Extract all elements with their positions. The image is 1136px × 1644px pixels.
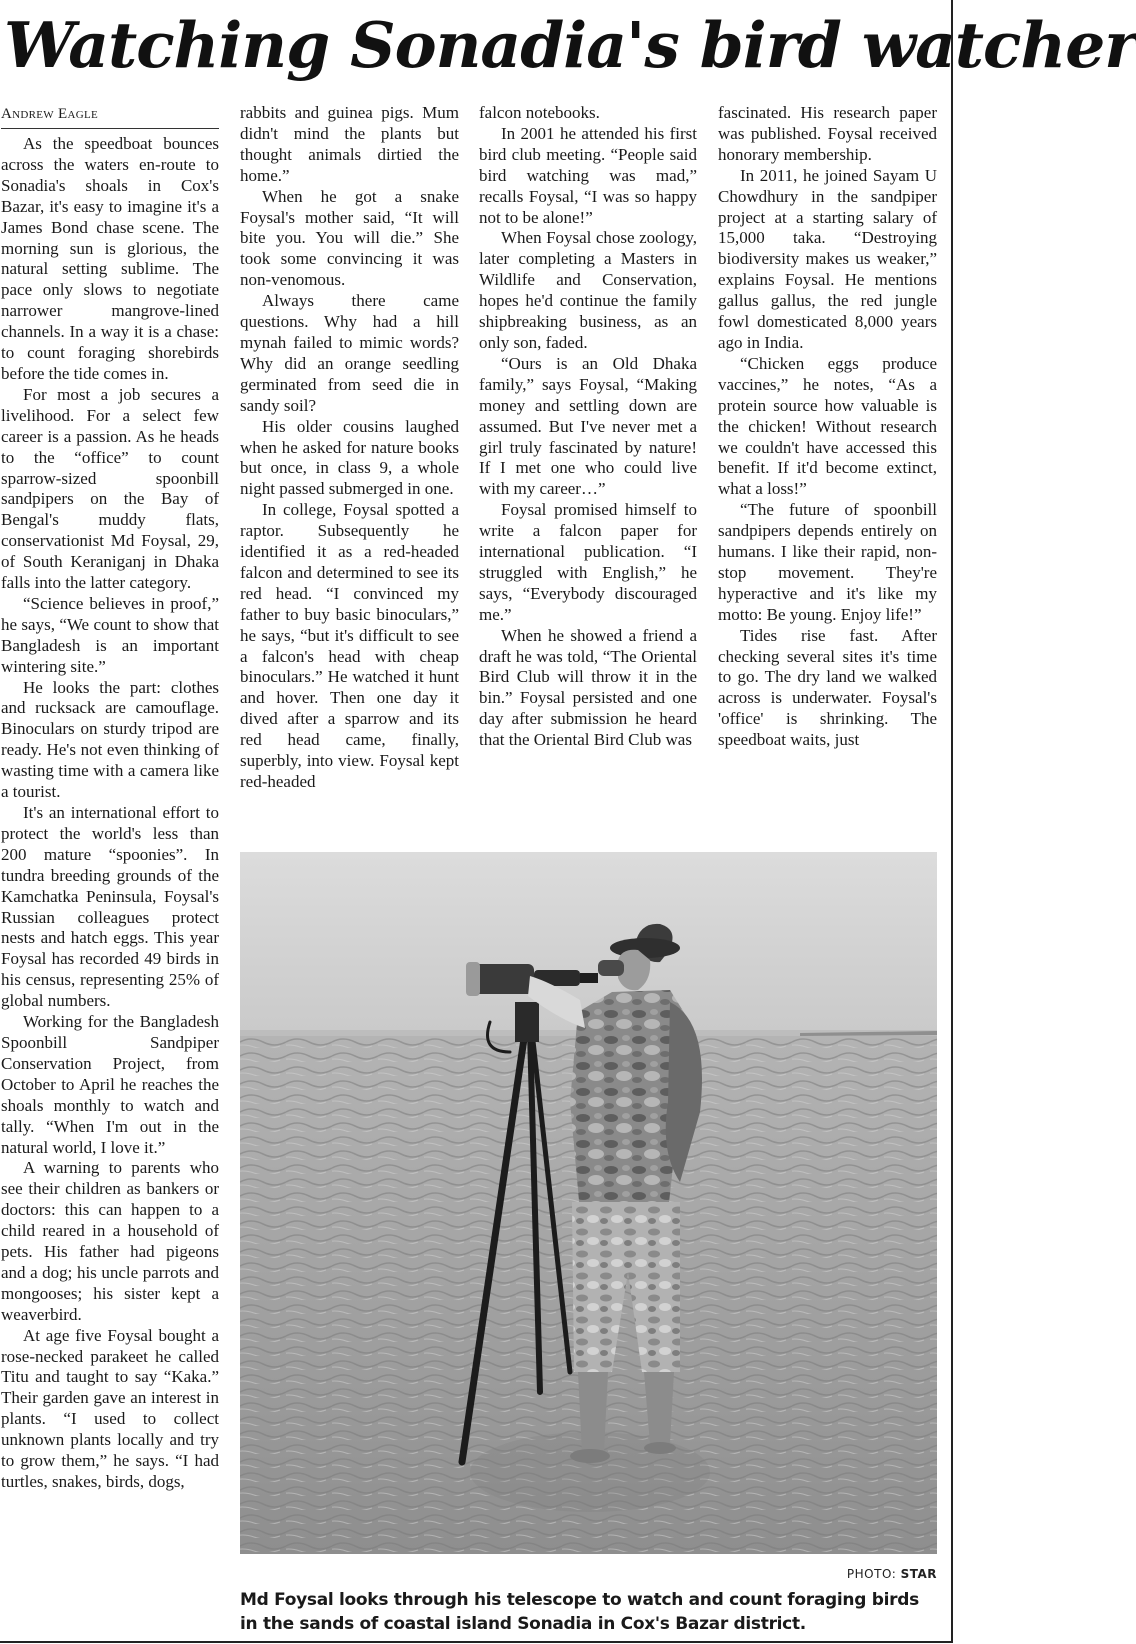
article-column-4: [718, 103, 937, 831]
paragraph: In 2011, he joined Sayam U Chowdhury in the sandpiper project at a starting salary of 15,000 taka. “Destroying biodiversity makes us weaker,” explains Foysal. He mentions gallus gallus, the red jungle fowl domesticated 8,000 years ago in India.: [718, 165, 937, 352]
paragraph-continued: rabbits and guinea pigs. Mum didn't mind the plants but thought animals dirtied the home.”: [240, 103, 459, 185]
paragraph: When he showed a friend a draft he was told, “The Oriental Bird Club will throw it in the bin.” Foysal persisted and one day after submission he heard that the Oriental Bird Club was: [479, 625, 697, 750]
paragraph: Working for the Bangladesh Spoonbill Sandpiper Conservation Project, from October to April he reaches the shoals monthly to watch and tally. “When I'm out in the natural world, I love it.”: [1, 1012, 219, 1157]
paragraph: It's an international effort to protect the world's less than 200 mature “spoonies”. In tundra breeding grounds of the Kamchatka Peninsula, Foysal's Russian colleagues protect nests and hatch eggs. This year Foysal has recorded 49 birds in his census, representing 25% of global numbers.: [1, 803, 219, 1011]
article-column-3: [479, 103, 697, 831]
paragraph: He looks the part: clothes and rucksack are camouflage. Binoculars on sturdy tripod are ready. He's not even thinking of wasting time with a camera like a tourist.: [1, 677, 219, 802]
byline: Andrew Eagle: [1, 103, 219, 129]
paragraph: Always there came questions. Why had a hill mynah failed to mimic words? Why did an orange seedling germinated from seed die in sandy soil?: [240, 291, 459, 415]
paragraph: At age five Foysal bought a rose-necked parakeet he called Titu and taught to say “Kaka.” Their garden gave an interest in plants. “I used to collect unknown plants locally and try to grow them,” he says. “I had turtles, snakes, birds, dogs,: [1, 1325, 219, 1491]
photo-caption: Md Foysal looks through his telescope to watch and count foraging birds in the sands of coastal island Sonadia in Cox's Bazar district.: [240, 1590, 919, 1634]
article-photo: [240, 852, 937, 1554]
photo-credit-source: STAR: [900, 1567, 937, 1581]
paragraph: As the speedboat bounces across the waters en-route to Sonadia's shoals in Cox's Bazar, it's easy to imagine it's a James Bond chase scene. The morning sun is glorious, the natural setting sublime. The pace only slows to negotiate narrower mangrove-lined channels. In a way it is a chase: to count foraging shorebirds before the tide comes in.: [1, 134, 219, 383]
photo-credit: [240, 1567, 937, 1581]
paragraph: His older cousins laughed when he asked for nature books but once, in class 9, a whole night passed submerged in one.: [240, 416, 459, 499]
paragraph: When he got a snake Foysal's mother said, “It will bite you. You will die.” She took some convincing it was non-venomous.: [240, 186, 459, 290]
paragraph: Foysal promised himself to write a falcon paper for international publication. “I struggled with English,” he says, “Everybody discouraged me.”: [479, 500, 697, 624]
paragraph: A warning to parents who see their children as bankers or doctors: this can happen to a child reared in a household of pets. His father had pigeons and a dog; his uncle parrots and mongooses; his sister kept a weaverbird.: [1, 1158, 219, 1324]
paragraph: “Chicken eggs produce vaccines,” he notes, “As a protein source how valuable is the chicken! Without research we couldn't have accessed this benefit. If it'd become extinct, what a loss!”: [718, 353, 937, 499]
photo-credit-label: PHOTO:: [846, 1567, 897, 1581]
paragraph: When Foysal chose zoology, later completing a Masters in Wildlife and Conservation, hopes he'd continue the family shipbreaking business, as an only son, faded.: [479, 228, 697, 352]
paragraph-continued: fascinated. His research paper was published. Foysal received honorary membership.: [718, 103, 937, 164]
paragraph: “The future of spoonbill sandpipers depends entirely on humans. I like their rapid, non-stop movement. They're hyperactive and it's like my motto: Be young. Enjoy life!”: [718, 500, 937, 624]
article-column-1: [1, 103, 219, 1639]
paragraph: “Ours is an Old Dhaka family,” says Foysal, “Making money and settling down are assumed. But I've never met a girl truly fascinated by nature! If I met one who could live with my career…”: [479, 353, 697, 499]
paragraph: In college, Foysal spotted a raptor. Subsequently he identified it as a red-headed falcon and determined to see its red head. “I convinced my father to buy basic binoculars,” he says, “but it's difficult to see a falcon's head with cheap binoculars.” He watched it hunt and hover. Then one day it dived after a sparrow and its red head came, finally, superbly, into view. Foysal kept red-headed: [240, 500, 459, 791]
paragraph: In 2001 he attended his first bird club meeting. “People said bird watching was mad,” recalls Foysal, “I was so happy not to be alone!”: [479, 123, 697, 227]
headline: Watching Sonadia's bird watcher: [4, 8, 1136, 82]
paragraph: Tides rise fast. After checking several sites it's time to go. The dry land we walked across is underwater. Foysal's 'office' is shrinking. The speedboat waits, just: [718, 625, 937, 750]
article-column-2: [240, 103, 459, 831]
paragraph-continued: falcon notebooks.: [479, 103, 600, 122]
paragraph: “Science believes in proof,” he says, “We count to show that Bangladesh is an important wintering site.”: [1, 593, 219, 676]
paragraph: For most a job secures a livelihood. For a select few career is a passion. As he heads to the “office” to count sparrow-sized spoonbill sandpipers on the Bay of Bengal's muddy flats, conservationist Md Foysal, 29, of South Keraniganj in Dhaka falls into the latter category.: [1, 384, 219, 593]
